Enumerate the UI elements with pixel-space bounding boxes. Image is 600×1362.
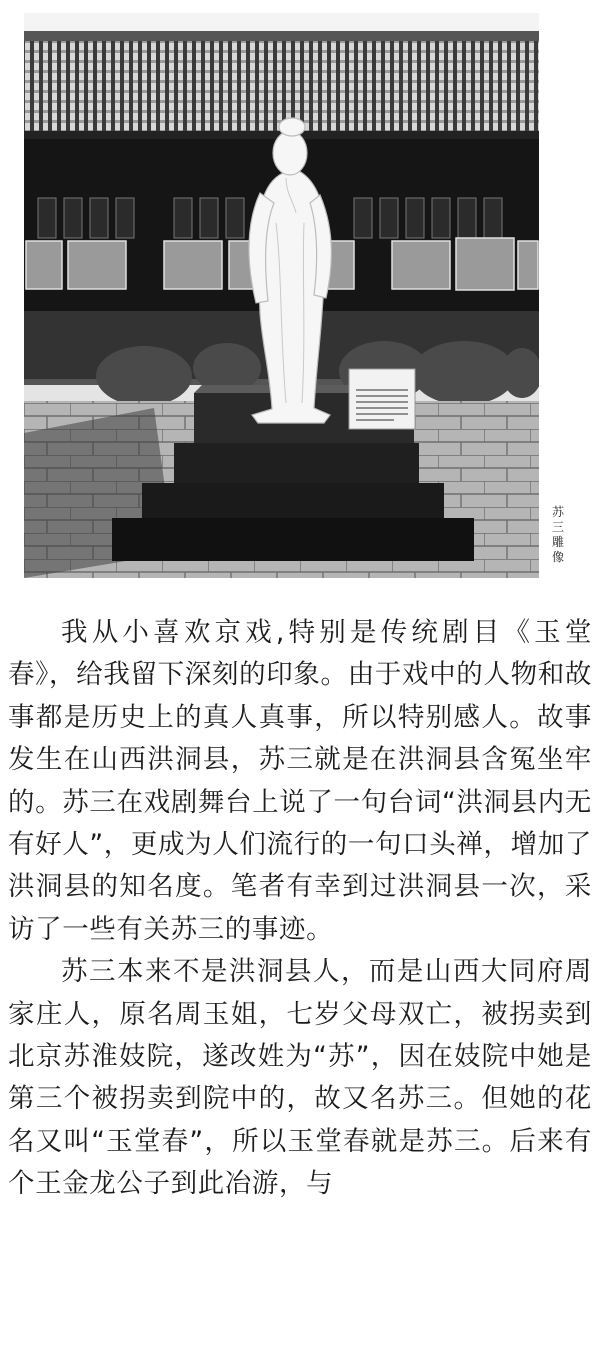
caption-char: 雕 [551, 535, 564, 549]
paragraph-2: 苏三本来不是洪洞县人，而是山西大同府周家庄人，原名周玉姐，七岁父母双亡，被拐卖到北京苏淮妓院，遂改姓为“苏”，因在妓院中她是第三个被拐卖到院中的，故又名苏三。但她的花名又叫“玉堂春”，所以玉堂春就是苏三。后来有个王金龙公子到此冶游，与 [8, 956, 592, 1200]
caption-char: 苏 [551, 505, 564, 519]
caption-char: 三 [551, 520, 564, 534]
caption-char: 像 [551, 550, 564, 564]
photo-caption [548, 505, 568, 565]
statue-photo [24, 13, 539, 578]
paragraph-1: 我从小喜欢京戏,特别是传统剧目《玉堂春》，给我留下深刻的印象。由于戏中的人物和故事都是历史上的真人真事，所以特别感人。故事发生在山西洪洞县，苏三就是在洪洞县含冤坐牢的。苏三在戏剧舞台上说了一句台词“洪洞县内无有好人”，更成为人们流行的一句口头禅，增加了洪洞县的知名度。笔者有幸到过洪洞县一次，采访了一些有关苏三的事迹。 [8, 617, 592, 945]
statue-photo-illustration [24, 13, 539, 578]
article-body [8, 612, 592, 1206]
